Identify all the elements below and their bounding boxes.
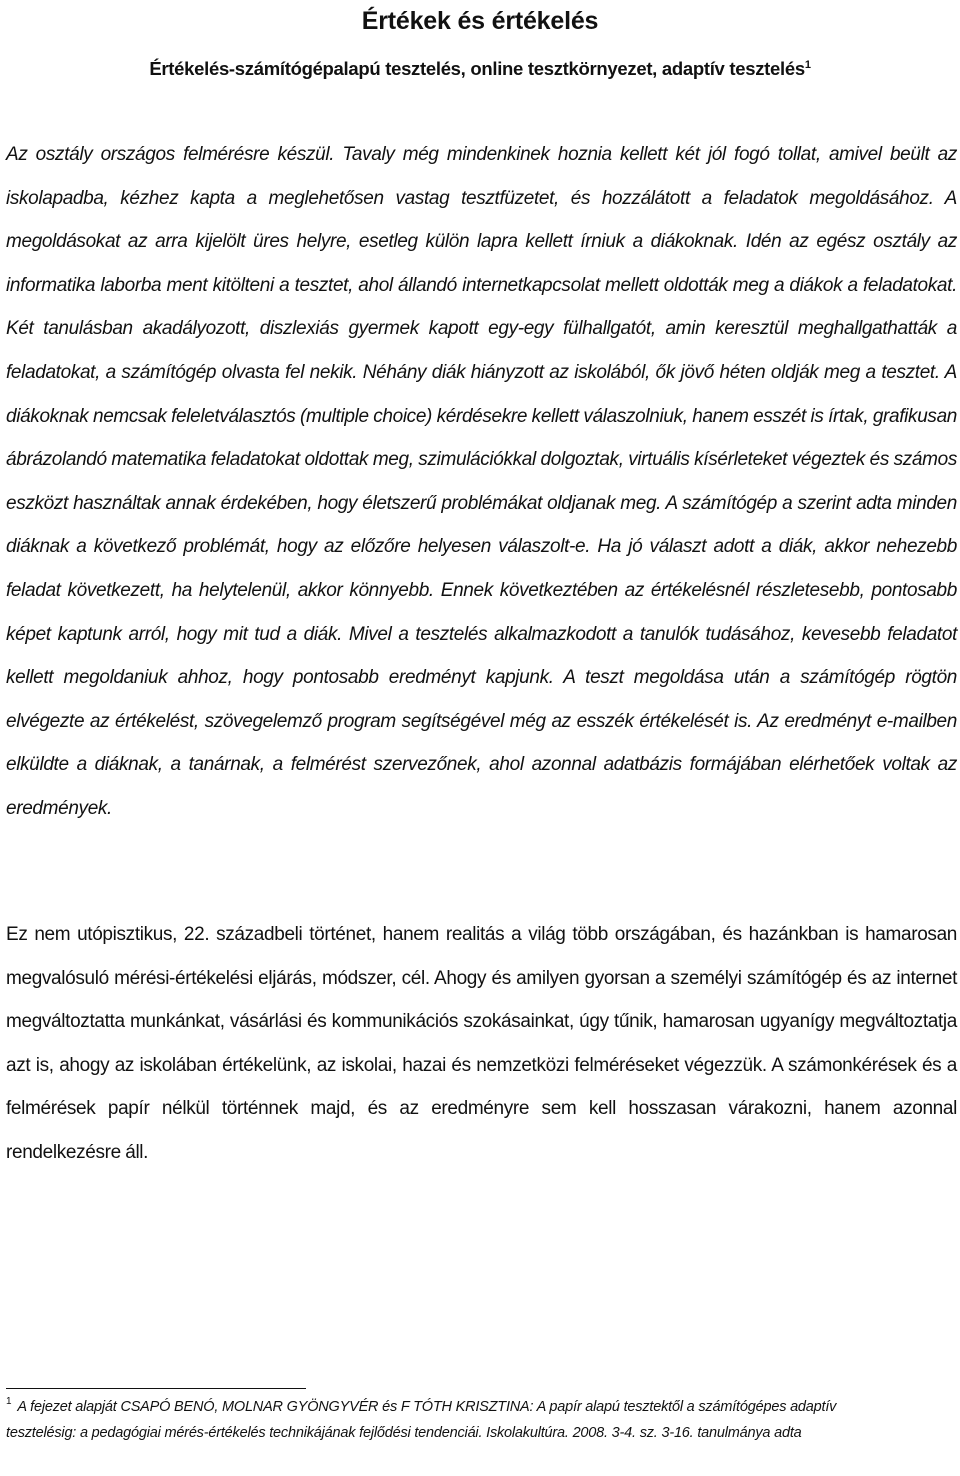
paragraph-scenario: Az osztály országos felmérésre készül. Tavaly még mindenkinek hoznia kellett két jól fogó tollat, amivel beült az iskolapadba, kézhez kapta a meglehetősen vastag tesztfüzetet, és hozzálátott a feladatok megoldásához. A megoldásokat az arra kijelölt üres helyre, esetleg külön lapra kellett írniuk a diákoknak. Idén az egész osztály az informatika laborba ment kitölteni a tesztet, ahol állandó internetkapcsolat mellett oldották meg a diákok a feladatokat. Két tanulásban akadályozott, diszlexiás gyermek kapott egy-egy fülhallgatót, amin keresztül meghallgathatták a feladatokat, a számítógép olvasta fel nekik. Néhány diák hiányzott az iskolából, ők jövő héten oldják meg a tesztet. A diákoknak nemcsak feleletválasztós (multiple choice) kérdésekre kellett válaszolniuk, hanem esszét is írtak, grafikusan ábrázolandó matematika feladatokat oldottak meg, szimulációkkal dolgoztak, virtuális kísérleteket végeztek és számos eszközt használtak annak érdekében, hogy életszerű problémákat oldjanak meg. A számítógép a szerint adta minden diáknak a következő problémát, hogy az előzőre helyesen válaszolt-e. Ha jó választ adott a diák, akkor nehezebb feladat következett, ha helytelenül, akkor könnyebb. Ennek következtében az értékelésnél részletesebb, pontosabb képet kaptunk arról, hogy mit tud a diák. Mivel a tesztelés alkalmazkodott a tanulók tudásához, kevesebb feladatot kellett megoldaniuk ahhoz, hogy pontosabb eredményt kapjunk. A teszt megoldása után a számítógép rögtön elvégezte az értékelést, szövegelemző program segítségével még az esszék értékelését is. Az eredményt e-mailben elküldte a diáknak, a tanárnak, a felmérést szervezőnek, ahol azonnal adatbázis formájában elérhetőek voltak az eredmények. [6, 144, 957, 819]
subtitle-footnote-ref[interactable]: 1 [804, 59, 811, 71]
footnote [6, 1394, 906, 1446]
document-title: Értékek és értékelés [361, 7, 599, 35]
paragraph-reality: Ez nem utópisztikus, 22. századbeli történet, hanem realitás a világ több országában, és hazánkban is hamarosan megvalósuló mérési-értékelési eljárás, módszer, cél. Ahogy és amilyen gyorsan a személyi számítógép és az internet megváltoztatta munkánkat, vásárlási és kommunikációs szokásainkat, úgy tűnik, hamarosan ugyanígy megváltoztatja azt is, ahogy az iskolában értékelünk, az iskolai, hazai és nemzetközi felméréseket végezzük. A számonkérések és a felmérések papír nélkül történnek majd, és az eredményre sem kell hosszasan várakozni, hanem azonnal rendelkezésre áll. [6, 924, 957, 1163]
document-subtitle [0, 56, 960, 82]
footnote-text: A fejezet alapját CSAPÓ BENÓ, MOLNAR GYÖNGYVÉR és F TÓTH KRISZTINA: A papír alapú tesztektől a számítógépes adaptív tesztelésig: a pedagógiai mérés-értékelés technikájának fejlődési tendenciái. Iskolakultúra. 2008. 3-4. sz. 3-16. tanulmánya adta [6, 1399, 837, 1441]
footnote-separator [6, 1388, 306, 1389]
footnote-marker: 1 [6, 1396, 12, 1407]
subtitle-text: Értékelés-számítógépalapú tesztelés, online tesztkörnyezet, adaptív tesztelés [149, 58, 805, 79]
